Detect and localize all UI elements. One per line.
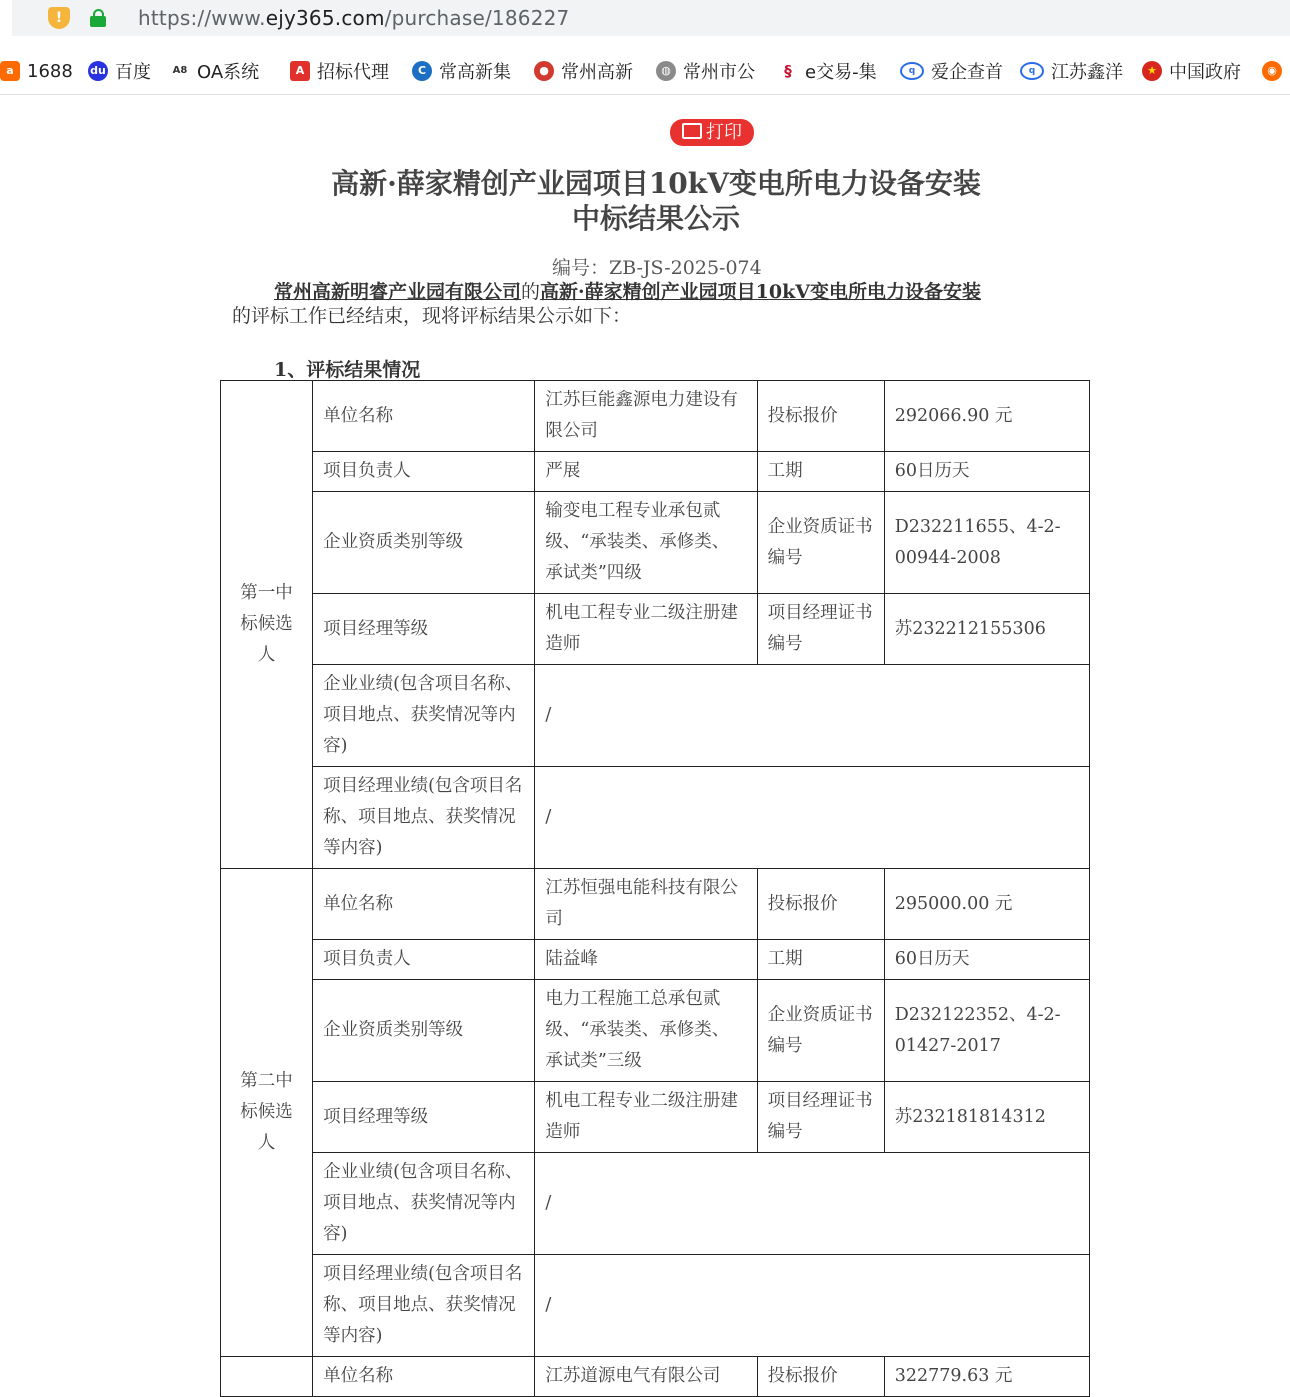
address-bar[interactable] — [0, 0, 1290, 38]
table-row — [221, 381, 1090, 452]
e-trade-icon: § — [778, 61, 798, 81]
lock-icon[interactable] — [90, 9, 106, 27]
project-name: 高新·薛家精创产业园项目10kV变电所电力设备安装 — [540, 281, 981, 303]
oa-icon: A8 — [170, 61, 190, 81]
table-cell: 292066.90 元 — [884, 381, 1089, 452]
bookmark-aiqicha[interactable]: q 爱企查首 — [900, 58, 1004, 84]
table-row — [221, 594, 1090, 665]
security-warning-icon[interactable]: ! — [48, 7, 70, 29]
table-cell: 机电工程专业二级注册建造师 — [535, 594, 757, 665]
bookmark-1688[interactable]: a 1688 — [0, 58, 78, 84]
globe-icon: ◍ — [656, 61, 676, 81]
print-button[interactable]: 打印 — [670, 119, 754, 146]
table-row — [221, 1357, 1090, 1397]
alibaba-icon: a — [0, 61, 20, 81]
table-cell: D232122352、4-2-01427-2017 — [884, 980, 1089, 1082]
results-table — [220, 380, 1090, 1397]
table-label: 项目经理业绩(包含项目名称、项目地点、获奖情况等内容) — [313, 1255, 535, 1357]
aiqicha-icon: q — [900, 62, 924, 80]
table-cell: 江苏恒强电能科技有限公司 — [535, 869, 757, 940]
table-row — [221, 665, 1090, 767]
intro-line: 常州高新明睿产业园有限公司的高新·薛家精创产业园项目10kV变电所电力设备安装 — [274, 281, 981, 303]
candidate-group-label — [221, 1357, 313, 1397]
bookmark-czs[interactable]: ◍ 常州市公 — [656, 58, 760, 84]
bookmark-more[interactable] — [1262, 58, 1290, 84]
pdf-icon: A — [290, 61, 310, 81]
serial-number: 编号：ZB-JS-2025-074 — [552, 257, 762, 279]
table-label: 投标报价 — [757, 1357, 884, 1397]
table-label: 单位名称 — [313, 1357, 535, 1397]
table-cell: 苏232181814312 — [884, 1082, 1089, 1153]
table-label: 企业资质证书编号 — [757, 492, 884, 594]
table-cell: 江苏道源电气有限公司 — [535, 1357, 757, 1397]
table-label: 项目经理证书编号 — [757, 594, 884, 665]
table-row — [221, 452, 1090, 492]
table-label: 企业业绩(包含项目名称、项目地点、获奖情况等内容) — [313, 1153, 535, 1255]
table-label: 项目经理业绩(包含项目名称、项目地点、获奖情况等内容) — [313, 767, 535, 869]
table-label: 项目负责人 — [313, 452, 535, 492]
bookmark-xinyang[interactable]: q 江苏鑫洋 — [1020, 58, 1124, 84]
table-label: 项目经理证书编号 — [757, 1082, 884, 1153]
table-label: 项目经理等级 — [313, 1082, 535, 1153]
candidate-group-label: 第二中标候选人 — [221, 869, 313, 1357]
table-cell: 严展 — [535, 452, 757, 492]
table-cell: / — [535, 1255, 1090, 1357]
table-row — [221, 767, 1090, 869]
table-label: 项目经理等级 — [313, 594, 535, 665]
bookmark-ejy[interactable]: § e交易-集 — [778, 58, 882, 84]
owner-name: 常州高新明睿产业园有限公司 — [274, 281, 522, 303]
bookmark-agent[interactable]: A 招标代理 — [290, 58, 394, 84]
weibo-icon: ◉ — [1262, 61, 1282, 81]
table-cell: 输变电工程专业承包贰级、“承装类、承修类、承试类”四级 — [535, 492, 757, 594]
table-cell: / — [535, 767, 1090, 869]
table-label: 投标报价 — [757, 869, 884, 940]
table-cell: 322779.63 元 — [884, 1357, 1089, 1397]
table-cell: 苏232212155306 — [884, 594, 1089, 665]
aiqicha-icon: q — [1020, 62, 1044, 80]
bookmark-changgaoxin[interactable]: C 常高新集 — [412, 58, 516, 84]
company-logo-icon: C — [412, 61, 432, 81]
table-label: 投标报价 — [757, 381, 884, 452]
table-label: 企业资质类别等级 — [313, 980, 535, 1082]
table-row — [221, 869, 1090, 940]
bookmark-baidu[interactable]: du 百度 — [88, 58, 158, 84]
table-label: 企业业绩(包含项目名称、项目地点、获奖情况等内容) — [313, 665, 535, 767]
table-row — [221, 1255, 1090, 1357]
seal-icon: ● — [534, 61, 554, 81]
table-label: 企业资质证书编号 — [757, 980, 884, 1082]
table-cell: 60日历天 — [884, 940, 1089, 980]
candidate-group-label: 第一中标候选人 — [221, 381, 313, 869]
section-heading: 1、评标结果情况 — [274, 359, 421, 381]
toolbar-divider — [0, 94, 1290, 95]
intro-tail: 的评标工作已经结束，现将评标结果公示如下： — [232, 305, 632, 327]
page-title: 高新·薛家精创产业园项目10kV变电所电力设备安装 中标结果公示 — [331, 167, 981, 235]
table-row — [221, 1082, 1090, 1153]
table-label: 单位名称 — [313, 381, 535, 452]
table-label: 工期 — [757, 940, 884, 980]
national-emblem-icon: ★ — [1142, 61, 1162, 81]
baidu-paw-icon: du — [88, 61, 108, 81]
table-cell: 电力工程施工总承包贰级、“承装类、承修类、承试类”三级 — [535, 980, 757, 1082]
table-cell: 机电工程专业二级注册建造师 — [535, 1082, 757, 1153]
table-label: 单位名称 — [313, 869, 535, 940]
bookmark-czgx[interactable]: ● 常州高新 — [534, 58, 638, 84]
table-cell: 60日历天 — [884, 452, 1089, 492]
table-row — [221, 1153, 1090, 1255]
table-row — [221, 492, 1090, 594]
table-row — [221, 940, 1090, 980]
table-cell: / — [535, 1153, 1090, 1255]
table-cell: / — [535, 665, 1090, 767]
bookmarks-bar — [0, 52, 1290, 90]
printer-icon — [682, 123, 702, 139]
url-text[interactable]: https://www.ejy365.com/purchase/186227 — [138, 6, 570, 30]
bookmark-gov[interactable]: ★ 中国政府 — [1142, 58, 1246, 84]
table-label: 工期 — [757, 452, 884, 492]
table-cell: D232211655、4-2-00944-2008 — [884, 492, 1089, 594]
table-label: 项目负责人 — [313, 940, 535, 980]
table-row — [221, 980, 1090, 1082]
table-cell: 295000.00 元 — [884, 869, 1089, 940]
table-label: 企业资质类别等级 — [313, 492, 535, 594]
bookmark-oa[interactable]: A8 OA系统 — [170, 58, 270, 84]
table-cell: 江苏巨能鑫源电力建设有限公司 — [535, 381, 757, 452]
table-cell: 陆益峰 — [535, 940, 757, 980]
